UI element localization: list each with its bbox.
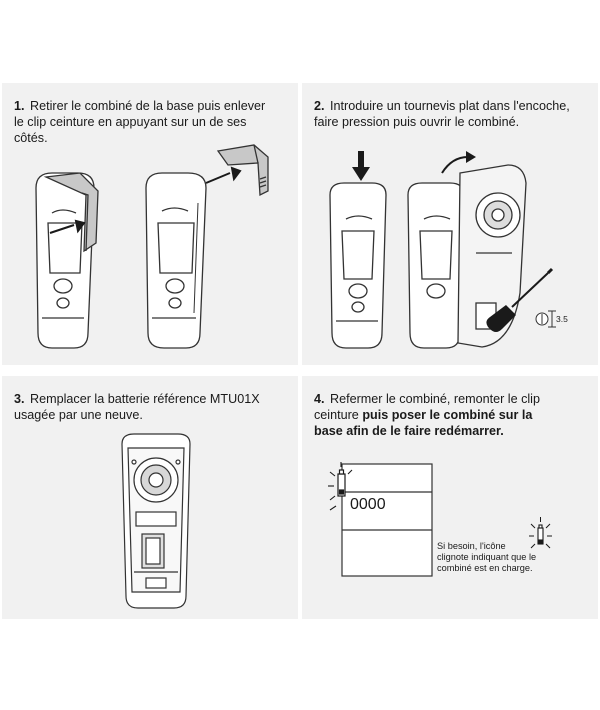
step-4-text (314, 391, 588, 439)
handset-with-clip-image (36, 173, 98, 348)
handset-image (330, 183, 386, 348)
step-1-illustration (22, 143, 282, 353)
arrow-icon (442, 157, 468, 173)
charging-note (437, 541, 567, 574)
step-4-line-1: Refermer le combiné, remonter le clip (330, 392, 540, 406)
step-4-display-illustration (326, 460, 436, 580)
charging-note-line-1: Si besoin, l'icône (437, 541, 506, 551)
step-3-text (14, 391, 288, 423)
step-4-line-2-plain: ceinture (314, 408, 363, 422)
step-2-illustration (312, 143, 592, 353)
step-3-line-1: Remplacer la batterie référence MTU01X (30, 392, 260, 406)
step-3-line-2: usagée par une neuve. (14, 408, 143, 422)
step-2-line-2: faire pression puis ouvrir le combiné. (314, 115, 520, 129)
step-1-text (14, 98, 288, 146)
step-3-illustration (112, 430, 202, 610)
step-4-line-2-bold: puis poser le combiné sur la (362, 408, 533, 422)
display-digits: 0000 (350, 496, 386, 513)
arrow-icon (206, 168, 240, 183)
step-1-number: 1. (14, 99, 25, 113)
step-1-line-3: côtés. (14, 131, 48, 145)
handset-screen-image (342, 464, 432, 576)
step-1-line-1: Retirer le combiné de la base puis enlever (30, 99, 266, 113)
step-2-text (314, 98, 588, 130)
step-4-number: 4. (314, 392, 325, 406)
step-4-panel (302, 376, 598, 619)
step-4-line-3-bold: base afin de le faire redémarrer. (314, 424, 504, 438)
screwdriver-size-label: 3.5 (556, 314, 568, 324)
handset-battery-compartment-image (122, 434, 190, 608)
battery-icon (338, 470, 345, 496)
step-3-number: 3. (14, 392, 25, 406)
step-1-line-2: le clip ceinture en appuyant sur un de ses (14, 115, 247, 129)
belt-clip-image (218, 145, 268, 195)
step-2-line-1: Introduire un tournevis plat dans l'encoche, (330, 99, 570, 113)
step-2-number: 2. (314, 99, 325, 113)
arrow-down-icon (352, 151, 370, 181)
step-1-panel (2, 83, 298, 365)
step-3-panel (2, 376, 298, 619)
step-2-panel (302, 83, 598, 365)
handset-image (146, 173, 206, 348)
charging-note-line-2: clignote indiquant que le (437, 552, 537, 562)
charging-note-line-3: combiné est en charge. (437, 563, 533, 573)
screwdriver-tip-symbol (536, 311, 556, 327)
